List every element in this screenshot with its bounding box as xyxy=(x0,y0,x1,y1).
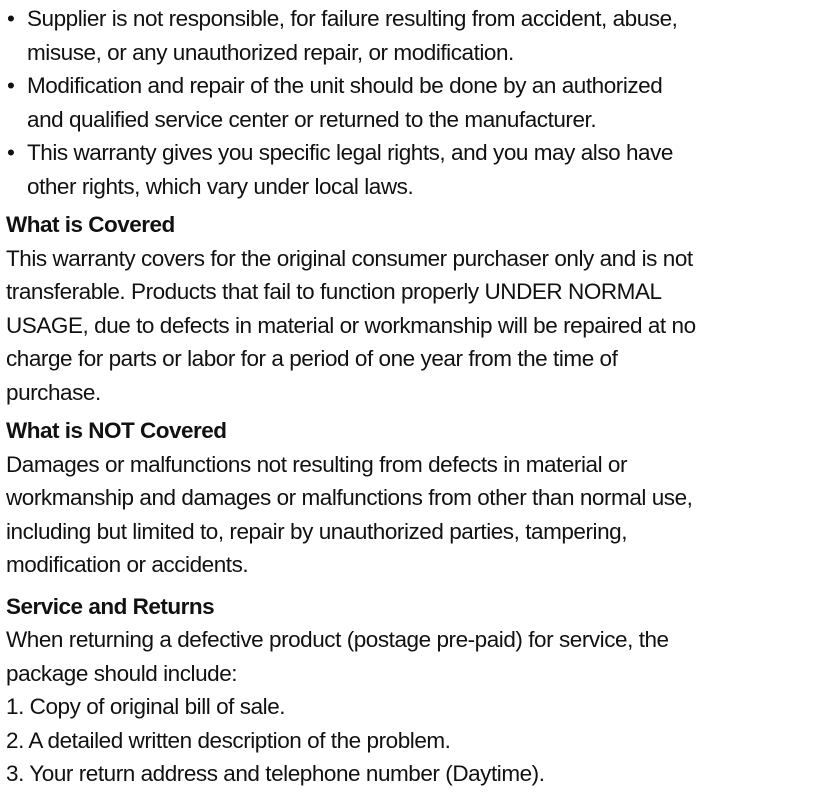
list-item xyxy=(6,69,828,136)
text-line: Supplier is not responsible, for failure resulting from accident, abuse, xyxy=(27,6,678,31)
text-line: Damages or malfunctions not resulting from defects in material or xyxy=(6,451,628,477)
list-item: 3. Your return address and telephone number (Daytime). xyxy=(6,761,545,786)
list-item xyxy=(6,136,828,203)
section-what-is-not-covered xyxy=(6,414,828,582)
warranty-document xyxy=(6,2,828,791)
text-line: purchase. xyxy=(6,379,101,405)
list-item xyxy=(6,2,828,69)
section-heading: Service and Returns xyxy=(6,593,215,619)
bullet-icon: • xyxy=(7,6,15,31)
section-heading: What is Covered xyxy=(6,212,175,237)
text-line: USAGE, due to defects in material or workmanship will be repaired at no xyxy=(6,312,696,338)
text-line: package should include: xyxy=(6,660,238,686)
text-line: workmanship and damages or malfunctions from other than normal use, xyxy=(6,485,693,510)
list-item: 1. Copy of original bill of sale. xyxy=(6,694,286,719)
list-item: 2. A detailed written description of the problem. xyxy=(6,727,451,753)
warranty-terms-list xyxy=(6,2,828,203)
text-line: misuse, or any unauthorized repair, or modification. xyxy=(27,39,514,65)
section-heading: What is NOT Covered xyxy=(6,418,227,443)
section-service-and-returns xyxy=(6,590,828,791)
text-line: When returning a defective product (postage pre-paid) for service, the xyxy=(6,627,669,652)
text-line: including but limited to, repair by unauthorized parties, tampering, xyxy=(6,518,628,544)
text-line: and qualified service center or returned to the manufacturer. xyxy=(27,106,597,132)
bullet-icon: • xyxy=(7,73,15,98)
text-line: charge for parts or labor for a period of one year from the time of xyxy=(6,346,618,371)
text-line: This warranty covers for the original consumer purchaser only and is not xyxy=(6,245,693,271)
text-line: modification or accidents. xyxy=(6,552,249,577)
text-line: transferable. Products that fail to function properly UNDER NORMAL xyxy=(6,279,662,304)
bullet-icon: • xyxy=(7,140,15,165)
text-line: Modification and repair of the unit should be done by an authorized xyxy=(27,73,663,98)
text-line: This warranty gives you specific legal rights, and you may also have xyxy=(27,140,673,165)
text-line: other rights, which vary under local laws. xyxy=(27,173,414,199)
section-what-is-covered xyxy=(6,208,828,409)
